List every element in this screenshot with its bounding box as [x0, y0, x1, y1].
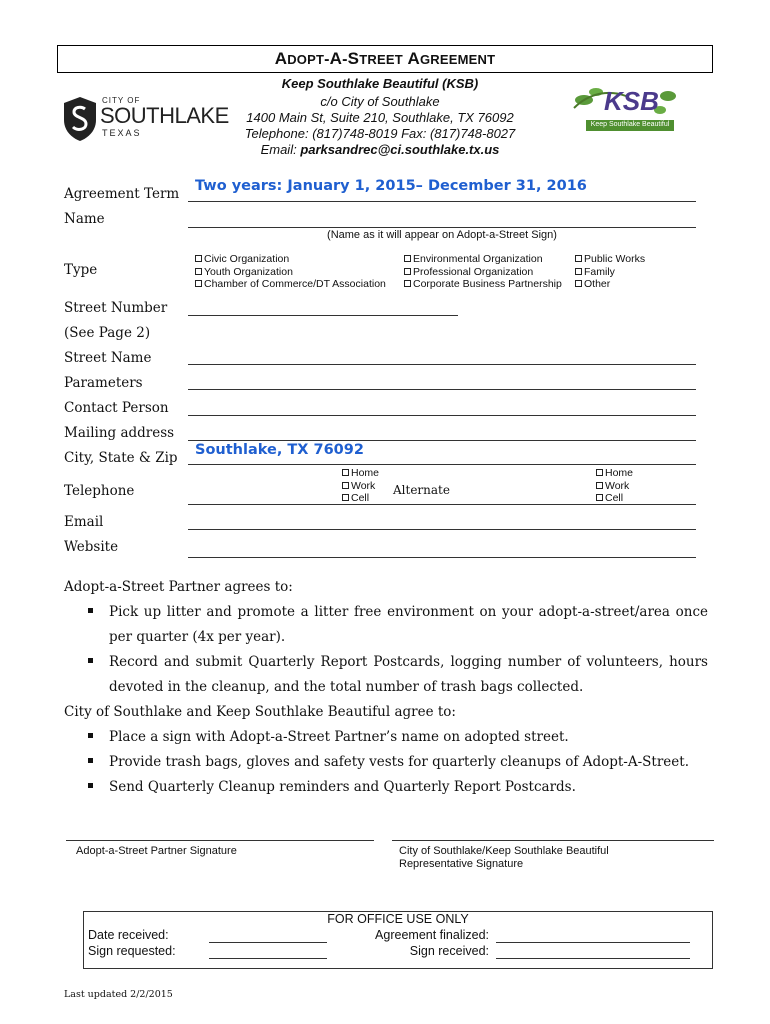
telephone-type-options	[342, 467, 379, 505]
website-field[interactable]	[188, 557, 696, 558]
city-signature-field[interactable]	[392, 840, 714, 841]
date-received-field[interactable]	[209, 942, 327, 943]
phone-option-cell[interactable]: Cell	[342, 492, 379, 505]
office-use-heading: FOR OFFICE USE ONLY	[327, 912, 469, 926]
checkbox[interactable]	[575, 255, 582, 262]
org-email-line: Email: parksandrec@ci.southlake.tx.us	[260, 142, 500, 157]
contact-person-label: Contact Person	[64, 400, 169, 416]
checkbox[interactable]	[342, 494, 349, 501]
checkbox[interactable]	[195, 268, 202, 275]
sign-received-label: Sign received:	[409, 944, 489, 958]
telephone-field[interactable]	[188, 504, 696, 505]
checkbox[interactable]	[596, 494, 603, 501]
phone-option-home[interactable]: Home	[342, 467, 379, 480]
parameters-label: Parameters	[64, 375, 143, 391]
logo-state: TEXAS	[102, 128, 142, 138]
checkbox[interactable]	[195, 280, 202, 287]
partner-signature-field[interactable]	[66, 840, 374, 841]
checkbox[interactable]	[404, 255, 411, 262]
contact-person-field[interactable]	[188, 415, 696, 416]
type-option-corporate[interactable]: Corporate Business Partnership	[404, 278, 562, 291]
sign-received-field[interactable]	[496, 958, 690, 959]
city-of-southlake-logo	[62, 96, 237, 142]
city-signature-label: City of Southlake/Keep Southlake Beautiful Representative Signature	[399, 845, 609, 870]
city-bullet-1	[88, 725, 708, 750]
type-option-chamber[interactable]: Chamber of Commerce/DT Association	[195, 278, 386, 291]
org-name: Keep Southlake Beautiful (KSB)	[281, 76, 479, 91]
name-hint: (Name as it will appear on Adopt-a-Street Sign)	[327, 229, 557, 241]
org-email[interactable]: parksandrec@ci.southlake.tx.us	[300, 142, 500, 157]
org-address: 1400 Main St, Suite 210, Southlake, TX 76092	[246, 110, 514, 125]
checkbox[interactable]	[342, 469, 349, 476]
date-received-label: Date received:	[88, 928, 169, 942]
city-agrees-heading: City of Southlake and Keep Southlake Beautiful agree to:	[64, 704, 456, 720]
bullet-icon	[88, 783, 93, 788]
alternate-label: Alternate	[393, 483, 450, 497]
bullet-icon	[88, 758, 93, 763]
logo-city-of: CITY OF	[102, 96, 141, 105]
parameters-field[interactable]	[188, 389, 696, 390]
org-phone-fax: Telephone: (817)748-8019 Fax: (817)748-8027	[244, 126, 516, 141]
agreement-finalized-field[interactable]	[496, 942, 690, 943]
street-name-label: Street Name	[64, 350, 152, 366]
type-options-col3	[575, 253, 645, 291]
alt-phone-option-cell[interactable]: Cell	[596, 492, 633, 505]
type-option-youth[interactable]: Youth Organization	[195, 266, 386, 279]
city-bullet-2	[88, 750, 708, 775]
mailing-address-label: Mailing address	[64, 425, 175, 441]
type-options-col2	[404, 253, 562, 291]
telephone-label: Telephone	[64, 483, 135, 499]
checkbox[interactable]	[195, 255, 202, 262]
type-option-environmental[interactable]: Environmental Organization	[404, 253, 562, 266]
bullet-text: Pick up litter and promote a litter free environment on your adopt-a-street/area once per quarter (4x per year).	[109, 604, 708, 645]
alt-phone-option-home[interactable]: Home	[596, 467, 633, 480]
bullet-text: Record and submit Quarterly Report Postcards, logging number of volunteers, hours devoted in the cleanup, and the total number of trash bags collected.	[109, 654, 708, 695]
agreement-term-label: Agreement Term	[64, 186, 180, 202]
alt-phone-option-work[interactable]: Work	[596, 480, 633, 493]
bullet-icon	[88, 658, 93, 663]
partner-bullet-2	[88, 650, 708, 700]
bullet-icon	[88, 733, 93, 738]
city-state-zip-line	[188, 464, 696, 465]
partner-agrees-heading: Adopt-a-Street Partner agrees to:	[64, 579, 293, 595]
ksb-logo-text: KSB	[604, 86, 659, 116]
city-state-zip-label: City, State & Zip	[64, 450, 178, 466]
type-option-other[interactable]: Other	[575, 278, 645, 291]
street-number-label: Street Number	[64, 300, 168, 316]
bullet-text: Provide trash bags, gloves and safety vests for quarterly cleanups of Adopt-A-Street.	[109, 754, 689, 770]
email-field[interactable]	[188, 529, 696, 530]
care-of: c/o City of Southlake	[320, 94, 440, 109]
type-option-family[interactable]: Family	[575, 266, 645, 279]
sign-requested-label: Sign requested:	[88, 944, 176, 958]
name-label: Name	[64, 211, 105, 227]
phone-option-work[interactable]: Work	[342, 480, 379, 493]
checkbox[interactable]	[404, 268, 411, 275]
logo-city-name: SOUTHLAKE	[100, 103, 229, 128]
alternate-type-options	[596, 467, 633, 505]
bullet-text: Place a sign with Adopt-a-Street Partner’s name on adopted street.	[109, 729, 569, 745]
checkbox[interactable]	[342, 482, 349, 489]
ksb-logo	[570, 82, 682, 134]
partner-bullet-1	[88, 600, 708, 650]
street-name-field[interactable]	[188, 364, 696, 365]
sign-requested-field[interactable]	[209, 958, 327, 959]
see-page-label: (See Page 2)	[64, 325, 151, 341]
street-number-field[interactable]	[188, 315, 458, 316]
last-updated: Last updated 2/2/2015	[64, 989, 173, 1000]
partner-signature-label: Adopt-a-Street Partner Signature	[76, 845, 237, 857]
checkbox[interactable]	[575, 280, 582, 287]
bullet-text: Send Quarterly Cleanup reminders and Quarterly Report Postcards.	[109, 779, 576, 795]
ksb-logo-tagline: Keep Southlake Beautiful	[590, 121, 670, 128]
email-label: Email	[64, 514, 104, 530]
checkbox[interactable]	[596, 482, 603, 489]
city-bullet-3	[88, 775, 708, 800]
agreement-term-value[interactable]: Two years: January 1, 2015– December 31, 2016	[195, 178, 587, 194]
type-option-professional[interactable]: Professional Organization	[404, 266, 562, 279]
city-state-zip-value[interactable]: Southlake, TX 76092	[195, 442, 364, 458]
document-title: ADOPT-A-STREET AGREEMENT	[274, 49, 496, 68]
type-option-public-works[interactable]: Public Works	[575, 253, 645, 266]
agreement-finalized-label: Agreement finalized:	[375, 928, 489, 942]
name-field[interactable]	[188, 227, 696, 228]
checkbox[interactable]	[575, 268, 582, 275]
agreement-term-line	[188, 201, 696, 202]
city-seal-icon	[62, 96, 98, 142]
type-option-civic[interactable]: Civic Organization	[195, 253, 386, 266]
checkbox[interactable]	[596, 469, 603, 476]
bullet-icon	[88, 608, 93, 613]
type-options-col1	[195, 253, 386, 291]
checkbox[interactable]	[404, 280, 411, 287]
website-label: Website	[64, 539, 119, 555]
type-label: Type	[64, 262, 98, 278]
mailing-address-field[interactable]	[188, 440, 696, 441]
